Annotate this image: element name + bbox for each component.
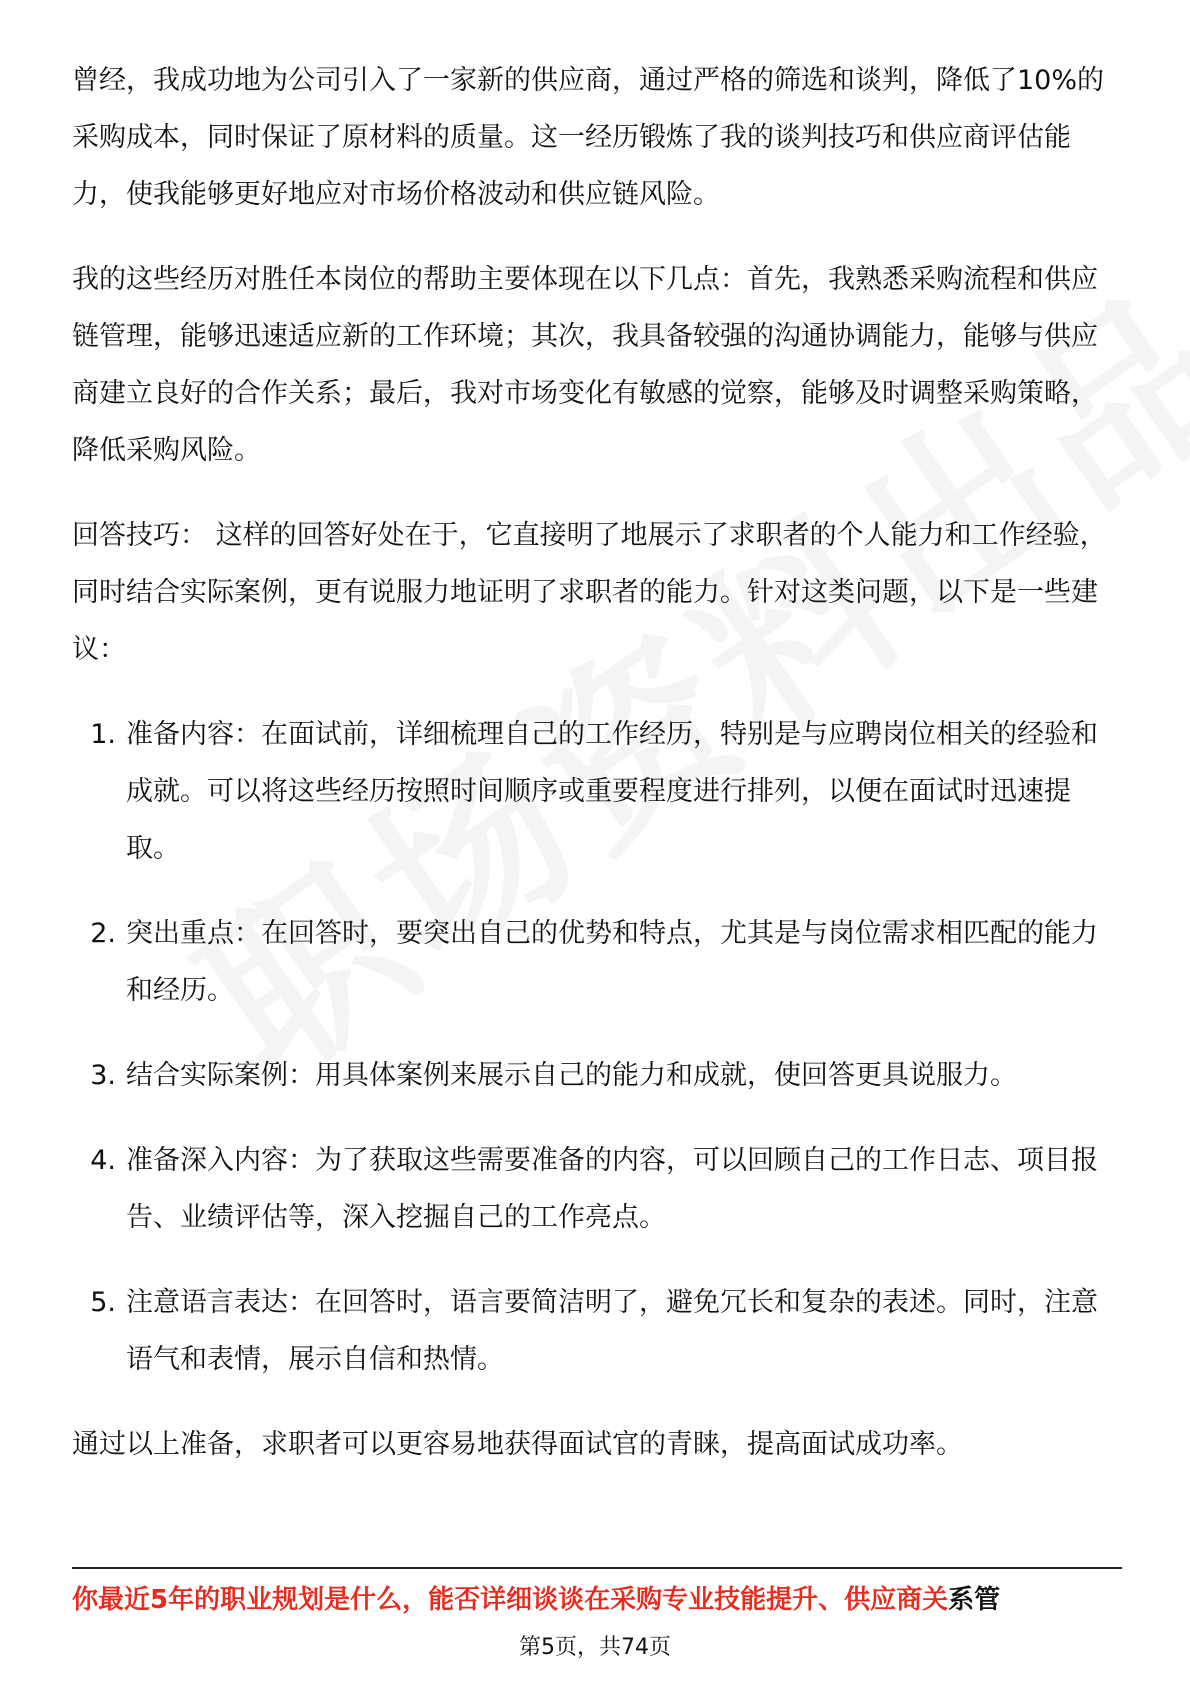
section-divider bbox=[72, 1567, 1122, 1569]
list-number: 5. bbox=[90, 1287, 116, 1318]
paragraph-benefits: 我的这些经历对胜任本岗位的帮助主要体现在以下几点：首先，我熟悉采购流程和供应链管理，能够迅速适应新的工作环境；其次，我具备较强的沟通协调能力，能够与供应商建立良好的合作关系；最后，我对市场变化有敏感的觉察，能够及时调整采购策略，降低采购风险。 bbox=[72, 264, 1098, 466]
list-text: 准备深入内容：为了获取这些需要准备的内容，可以回顾自己的工作日志、项目报告、业绩评估等，深入挖掘自己的工作亮点。 bbox=[126, 1145, 1098, 1233]
list-item bbox=[72, 905, 1122, 1019]
list-number: 4. bbox=[90, 1145, 116, 1176]
list-number: 2. bbox=[90, 918, 116, 949]
page-number: 第5页，共74页 bbox=[519, 1635, 671, 1660]
paragraph-experience: 曾经，我成功地为公司引入了一家新的供应商，通过严格的筛选和谈判，降低了10%的采购成本，同时保证了原材料的质量。这一经历锻炼了我的谈判技巧和供应商评估能力，使我能够更好地应对市场价格波动和供应链风险。 bbox=[72, 65, 1105, 210]
list-item bbox=[72, 706, 1122, 877]
list-item bbox=[72, 1132, 1122, 1246]
paragraph-closing: 通过以上准备，求职者可以更容易地获得面试官的青睐，提高面试成功率。 bbox=[72, 1429, 963, 1460]
list-number: 1. bbox=[90, 719, 116, 750]
list-item bbox=[72, 1047, 1122, 1104]
list-text: 突出重点：在回答时，要突出自己的优势和特点，尤其是与岗位需求相匹配的能力和经历。 bbox=[126, 918, 1098, 1006]
list-text: 注意语言表达：在回答时，语言要简洁明了，避免冗长和复杂的表述。同时，注意语气和表情，展示自信和热情。 bbox=[126, 1287, 1098, 1375]
next-question-heading bbox=[72, 1578, 1132, 1622]
list-text: 结合实际案例：用具体案例来展示自己的能力和成就，使回答更具说服力。 bbox=[126, 1060, 1017, 1091]
paragraph-answer-tips: 回答技巧： 这样的回答好处在于，它直接明了地展示了求职者的个人能力和工作经验，同时结合实际案例，更有说服力地证明了求职者的能力。针对这类问题，以下是一些建议： bbox=[72, 520, 1107, 665]
list-text: 准备内容：在面试前，详细梳理自己的工作经历，特别是与应聘岗位相关的经验和成就。可以将这些经历按照时间顺序或重要程度进行排列，以便在面试时迅速提取。 bbox=[126, 719, 1098, 864]
page-content bbox=[72, 52, 1122, 1473]
list-number: 3. bbox=[90, 1060, 116, 1091]
list-item bbox=[72, 1274, 1122, 1388]
next-question-text: 你最近5年的职业规划是什么，能否详细谈谈在采购专业技能提升、供应商关 bbox=[72, 1585, 949, 1615]
next-question-tail: 系管 bbox=[948, 1585, 1001, 1615]
